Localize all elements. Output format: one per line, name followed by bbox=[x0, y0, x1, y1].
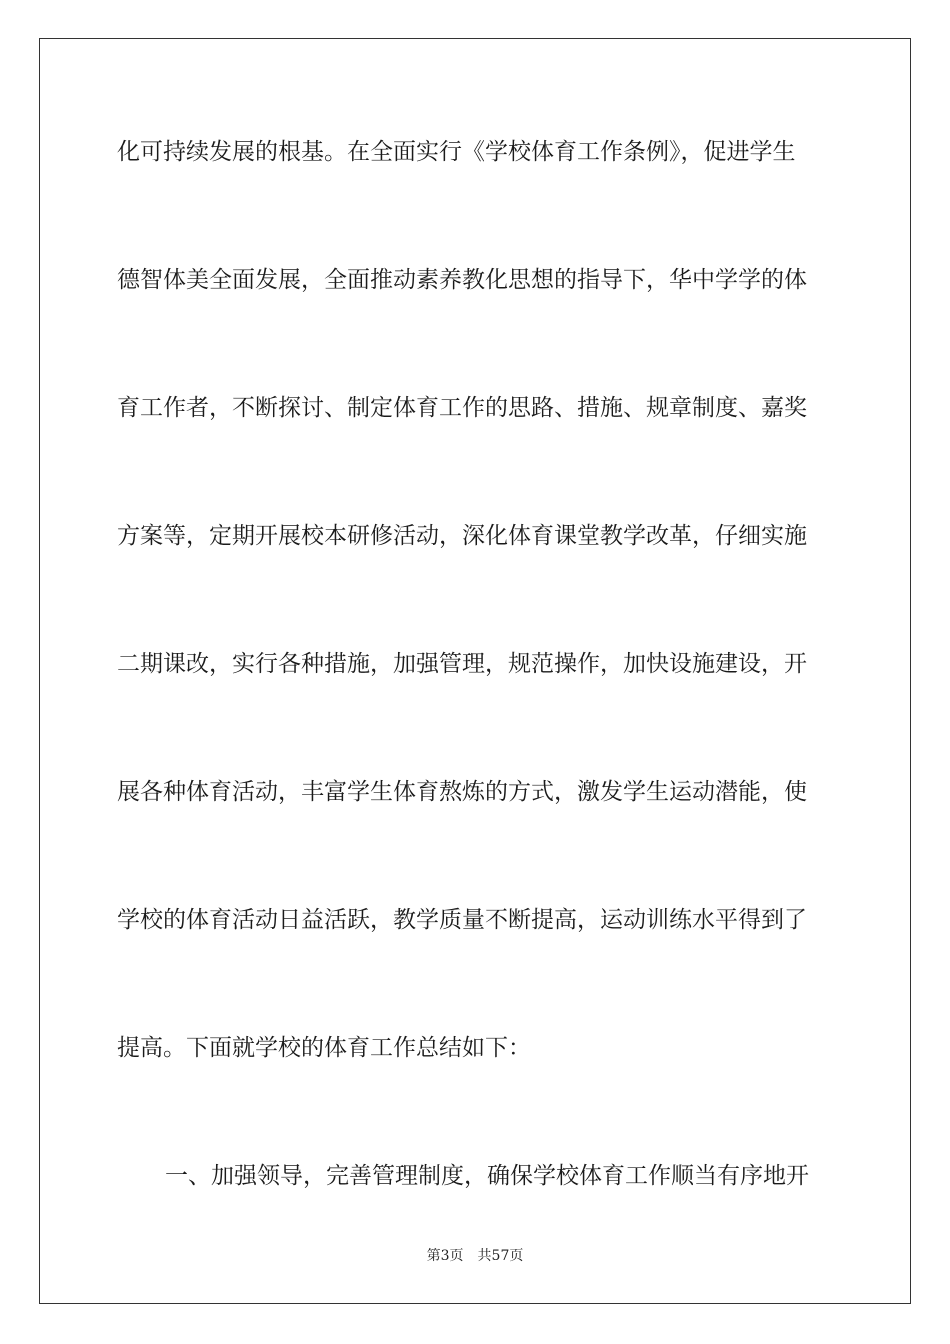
text-line: 育工作者，不断探讨、制定体育工作的思路、措施、规章制度、嘉奖 bbox=[117, 395, 807, 421]
text-line: 二期课改，实行各种措施，加强管理，规范操作，加快设施建设，开 bbox=[117, 651, 807, 677]
text-line: 学校的体育活动日益活跃，教学质量不断提高，运动训练水平得到了 bbox=[117, 907, 807, 933]
document-body bbox=[117, 128, 837, 1280]
text-line: 德智体美全面发展，全面推动素养教化思想的指导下，华中学学的体 bbox=[117, 267, 807, 293]
page-footer bbox=[0, 1246, 950, 1266]
text-line: 方案等，定期开展校本研修活动，深化体育课堂教学改革，仔细实施 bbox=[117, 523, 807, 549]
text-line: 提高。下面就学校的体育工作总结如下： bbox=[117, 1035, 531, 1061]
section-heading-line: 一、加强领导，完善管理制度，确保学校体育工作顺当有序地开 bbox=[165, 1163, 809, 1189]
text-line: 化可持续发展的根基。在全面实行《学校体育工作条例》，促进学生 bbox=[117, 139, 796, 165]
page-number: 第3页 bbox=[426, 1248, 464, 1264]
page-total: 共57页 bbox=[477, 1248, 524, 1264]
text-line: 展各种体育活动，丰富学生体育熬炼的方式，激发学生运动潜能，使 bbox=[117, 779, 807, 805]
